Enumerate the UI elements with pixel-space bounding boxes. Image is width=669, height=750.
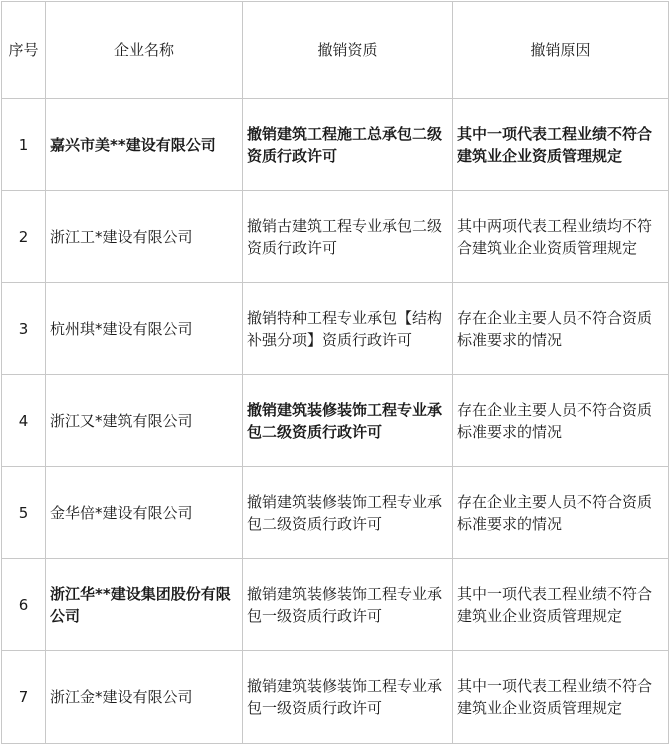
table-row (2, 191, 669, 283)
row-number: 4 (2, 375, 46, 467)
company-name: 浙江华**建设集团股份有限公司 (46, 559, 243, 651)
revoked-qualification: 撤销特种工程专业承包【结构补强分项】资质行政许可 (243, 283, 453, 375)
table-row (2, 283, 669, 375)
revoked-qualification: 撤销建筑装修装饰工程专业承包一级资质行政许可 (243, 651, 453, 744)
row-number: 2 (2, 191, 46, 283)
table-row (2, 559, 669, 651)
table-row (2, 99, 669, 191)
table-row (2, 651, 669, 744)
header-qualification: 撤销资质 (243, 2, 453, 99)
table-header-row (2, 2, 669, 99)
revocation-reason: 其中两项代表工程业绩均不符合建筑业企业资质管理规定 (453, 191, 669, 283)
row-number: 1 (2, 99, 46, 191)
company-name: 浙江工*建设有限公司 (46, 191, 243, 283)
revocation-table (1, 1, 669, 744)
company-name: 金华倍*建设有限公司 (46, 467, 243, 559)
company-name: 嘉兴市美**建设有限公司 (46, 99, 243, 191)
table-row (2, 467, 669, 559)
row-number: 6 (2, 559, 46, 651)
revocation-reason: 存在企业主要人员不符合资质标准要求的情况 (453, 467, 669, 559)
company-name: 杭州琪*建设有限公司 (46, 283, 243, 375)
company-name: 浙江金*建设有限公司 (46, 651, 243, 744)
revoked-qualification: 撤销古建筑工程专业承包二级资质行政许可 (243, 191, 453, 283)
revocation-reason: 存在企业主要人员不符合资质标准要求的情况 (453, 283, 669, 375)
revocation-reason: 其中一项代表工程业绩不符合建筑业企业资质管理规定 (453, 559, 669, 651)
revoked-qualification: 撤销建筑工程施工总承包二级资质行政许可 (243, 99, 453, 191)
company-name: 浙江又*建筑有限公司 (46, 375, 243, 467)
table-row (2, 375, 669, 467)
row-number: 3 (2, 283, 46, 375)
revocation-reason: 其中一项代表工程业绩不符合建筑业企业资质管理规定 (453, 651, 669, 744)
revoked-qualification: 撤销建筑装修装饰工程专业承包一级资质行政许可 (243, 559, 453, 651)
revocation-reason: 其中一项代表工程业绩不符合建筑业企业资质管理规定 (453, 99, 669, 191)
row-number: 5 (2, 467, 46, 559)
header-reason: 撤销原因 (453, 2, 669, 99)
header-company: 企业名称 (46, 2, 243, 99)
revocation-reason: 存在企业主要人员不符合资质标准要求的情况 (453, 375, 669, 467)
revoked-qualification: 撤销建筑装修装饰工程专业承包二级资质行政许可 (243, 375, 453, 467)
revoked-qualification: 撤销建筑装修装饰工程专业承包二级资质行政许可 (243, 467, 453, 559)
header-no: 序号 (2, 2, 46, 99)
row-number: 7 (2, 651, 46, 744)
